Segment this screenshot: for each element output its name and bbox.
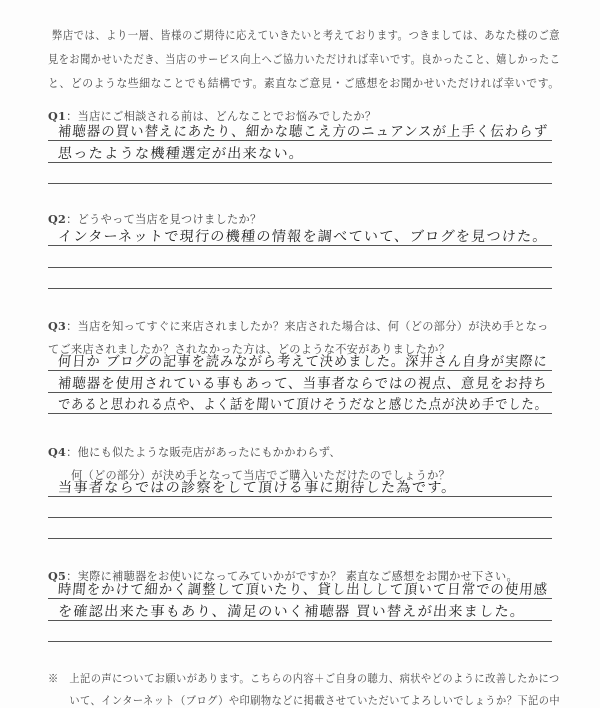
answer-rule-line	[48, 267, 552, 268]
intro-line: 弊店では、より一層、皆様のご期待に応えていきたいと考えております。つきましては、あなた様のご意	[52, 29, 561, 42]
note-line: いて、インターネット（ブログ）や印刷物などに掲載させていただいてよろしいでしょうか？下記の中	[48, 694, 561, 707]
answer-rule-line	[48, 538, 552, 539]
handwritten-answer: 補聴器を使用されている事もあって、当事者ならではの視点、意見をお持ち	[57, 376, 549, 392]
note-line: ※ 上記の声についてお願いがあります。こちらの内容＋ご自身の聴力、病状やどのように改善したかにつ	[48, 672, 560, 685]
handwritten-answer: 補聴器の買い替えにあたり、細かな聴こえ方のニュアンスが上手く伝わらず	[57, 124, 549, 140]
question-number: Q4	[48, 445, 67, 459]
question-number: Q3	[48, 319, 67, 333]
question-number: Q2	[48, 212, 67, 226]
intro-line: と、どのような些細なことでも結構です。素直なご意見・ご感想をお聞かせいただければ幸いです。	[48, 77, 560, 90]
answer-rule-line	[48, 517, 552, 518]
question-label: てご来店されましたか？されなかった方は、どのような不安がありましたか？	[48, 343, 451, 356]
answer-rule-line	[48, 183, 552, 184]
intro-line: 見をお聞かせいただき、当店のサービス向上へご協力いただければ幸いです。良かったこと、嬉しかったこ	[48, 53, 561, 66]
question-number: Q5	[48, 569, 67, 583]
question-label: ：実際に補聴器をお使いになってみていかがですか？ 素直なご感想をお聞かせ下さい。	[66, 570, 519, 583]
handwritten-answer: 当事者ならではの診察をして頂ける事に期待した為です。	[57, 480, 458, 496]
question-4-text	[48, 444, 341, 460]
question-label: 何（どの部分）が決め手となって当店でご購入いただけたのでしょうか？	[48, 469, 451, 482]
question-2-text	[48, 211, 261, 227]
question-label: ：当店にご相談される前は、どんなことでお悩みでしたか？	[66, 110, 377, 123]
question-3-text	[48, 318, 549, 334]
question-label: ：当店を知ってすぐに来店されましたか？来店された場合は、何（どの部分）が決め手となっ	[66, 320, 549, 333]
handwritten-answer: を確認出来た事もあり、満足のいく補聴器 買い替えが出来ました。	[57, 604, 526, 620]
handwritten-answer: インターネットで現行の機種の情報を調べていて、ブログを見つけた。	[57, 229, 549, 245]
handwritten-answer: であると思われる点や、よく話を聞いて頂けそうだなと感じた点が決め手でした。	[57, 397, 549, 413]
answer-rule-line	[48, 288, 552, 289]
handwritten-answer: 思ったような機種選定が出来ない。	[57, 146, 305, 162]
handwritten-answer: 何日か ブログの記事を読みながら考えて決めました。深井さん自身が実際に	[57, 354, 549, 370]
handwritten-answer: 時間をかけて細かく調整して頂いたり、貸し出しして頂いて日常での使用感	[57, 582, 549, 598]
answer-rule-line	[48, 641, 552, 642]
question-label: ：どうやって当店を見つけましたか？	[66, 213, 262, 226]
question-number: Q1	[48, 109, 67, 123]
question-label: ：他にも似たような販売店があったにもかかわらず、	[66, 446, 341, 459]
